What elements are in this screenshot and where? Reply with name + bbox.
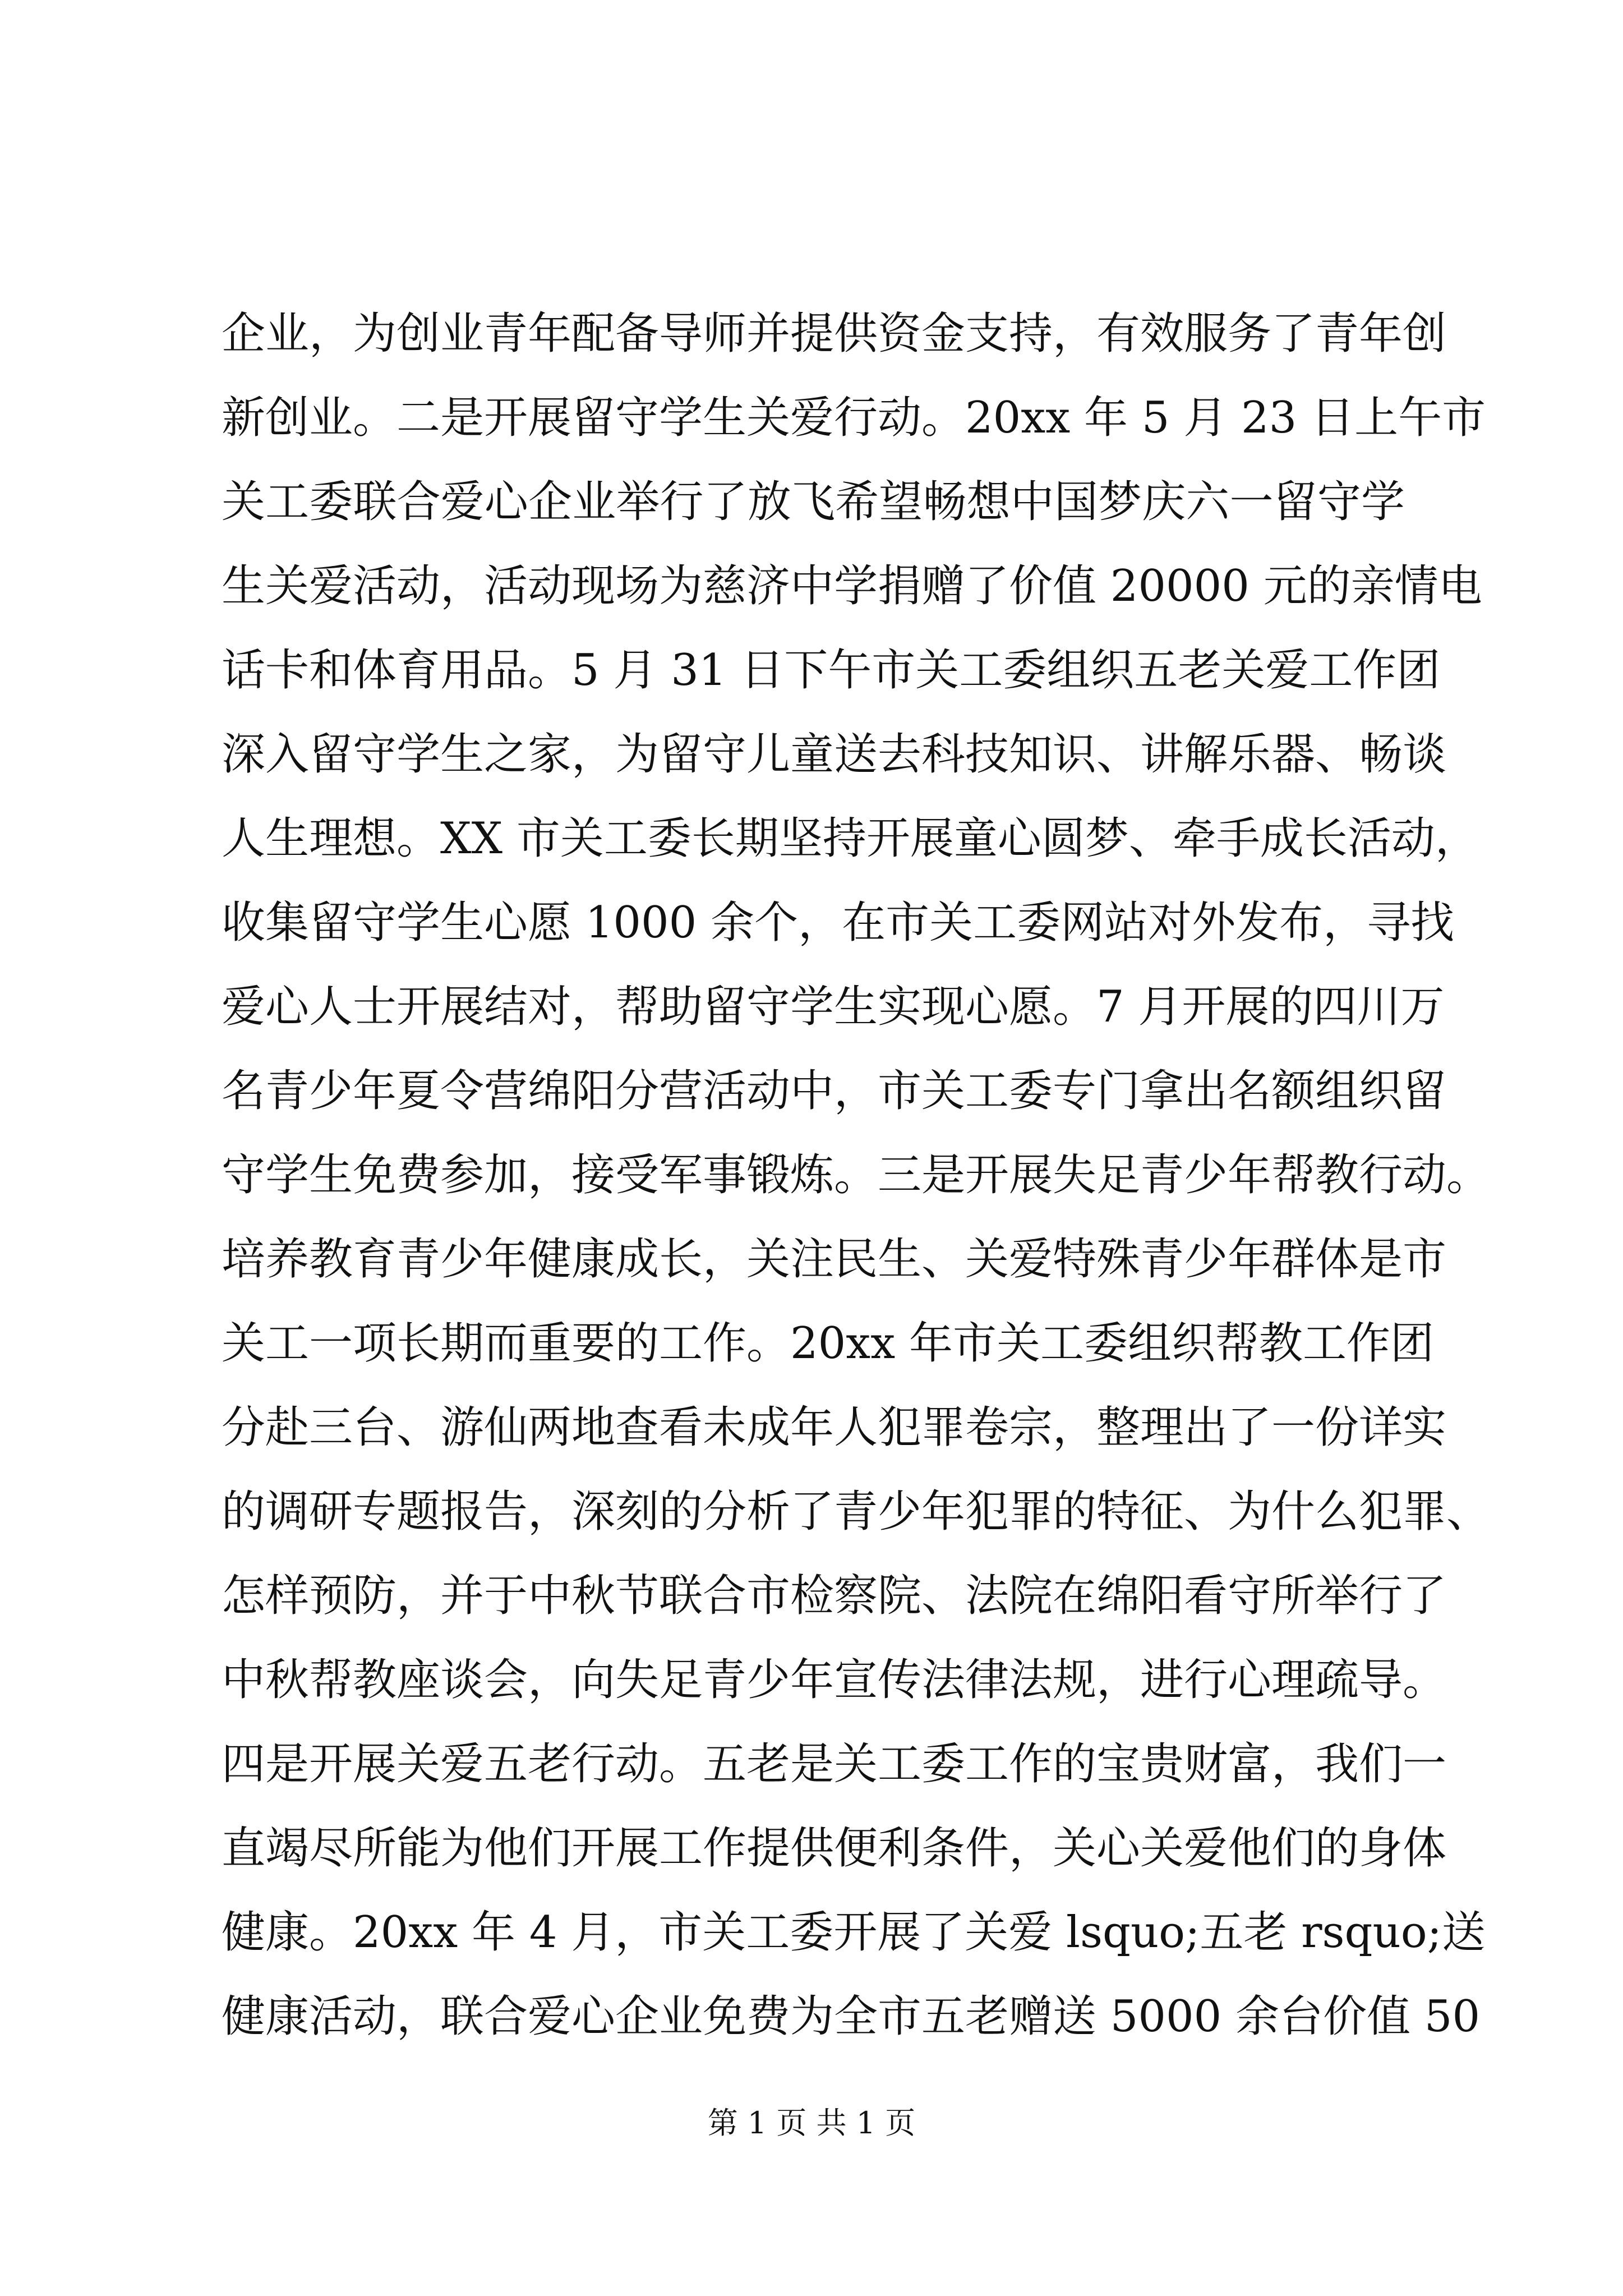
text-line: 直竭尽所能为他们开展工作提供便利条件，关心关爱他们的身体 xyxy=(222,1823,1447,1874)
text-line: 培养教育青少年健康成长，关注民生、关爱特殊青少年群体是市 xyxy=(222,1234,1447,1285)
text-line: 爱心人士开展结对，帮助留守学生实现心愿。7 月开展的四川万 xyxy=(222,982,1445,1032)
text-line: 中秋帮教座谈会，向失足青少年宣传法律法规，进行心理疏导。 xyxy=(222,1655,1447,1705)
page-number-footer: 第 1 页 共 1 页 xyxy=(707,2105,916,2141)
text-line: 四是开展关爱五老行动。五老是关工委工作的宝贵财富，我们一 xyxy=(222,1739,1447,1789)
text-line: 健康活动，联合爱心企业免费为全市五老赠送 5000 余台价值 50 xyxy=(222,1991,1481,2042)
text-line: 企业，为创业青年配备导师并提供资金支持，有效服务了青年创 xyxy=(222,309,1447,359)
text-line: 守学生免费参加，接受军事锻炼。三是开展失足青少年帮教行动。 xyxy=(222,1150,1491,1200)
text-line: 生关爱活动，活动现场为慈济中学捐赠了价值 20000 元的亲情电 xyxy=(222,561,1482,611)
text-line: 名青少年夏令营绵阳分营活动中，市关工委专门拿出名额组织留 xyxy=(222,1066,1447,1116)
text-line: 收集留守学生心愿 1000 余个，在市关工委网站对外发布，寻找 xyxy=(222,898,1455,948)
text-line: 人生理想。XX 市关工委长期坚持开展童心圆梦、牵手成长活动， xyxy=(222,813,1479,864)
body-text xyxy=(222,292,1491,2059)
text-line: 话卡和体育用品。5 月 31 日下午市关工委组织五老关爱工作团 xyxy=(222,645,1441,696)
text-line: 分赴三台、游仙两地查看未成年人犯罪卷宗，整理出了一份详实 xyxy=(222,1402,1447,1453)
text-line: 新创业。二是开展留守学生关爱行动。20xx 年 5 月 23 日上午市 xyxy=(222,393,1486,443)
text-line: 的调研专题报告，深刻的分析了青少年犯罪的特征、为什么犯罪、 xyxy=(222,1487,1491,1537)
text-line: 关工委联合爱心企业举行了放飞希望畅想中国梦庆六一留守学 xyxy=(222,477,1405,527)
text-line: 深入留守学生之家，为留守儿童送去科技知识、讲解乐器、畅谈 xyxy=(222,729,1447,780)
text-line: 健康。20xx 年 4 月，市关工委开展了关爱 lsquo;五老 rsquo;送 xyxy=(222,1907,1486,1958)
text-line: 关工一项长期而重要的工作。20xx 年市关工委组织帮教工作团 xyxy=(222,1318,1435,1369)
text-line: 怎样预防，并于中秋节联合市检察院、法院在绵阳看守所举行了 xyxy=(222,1571,1447,1621)
